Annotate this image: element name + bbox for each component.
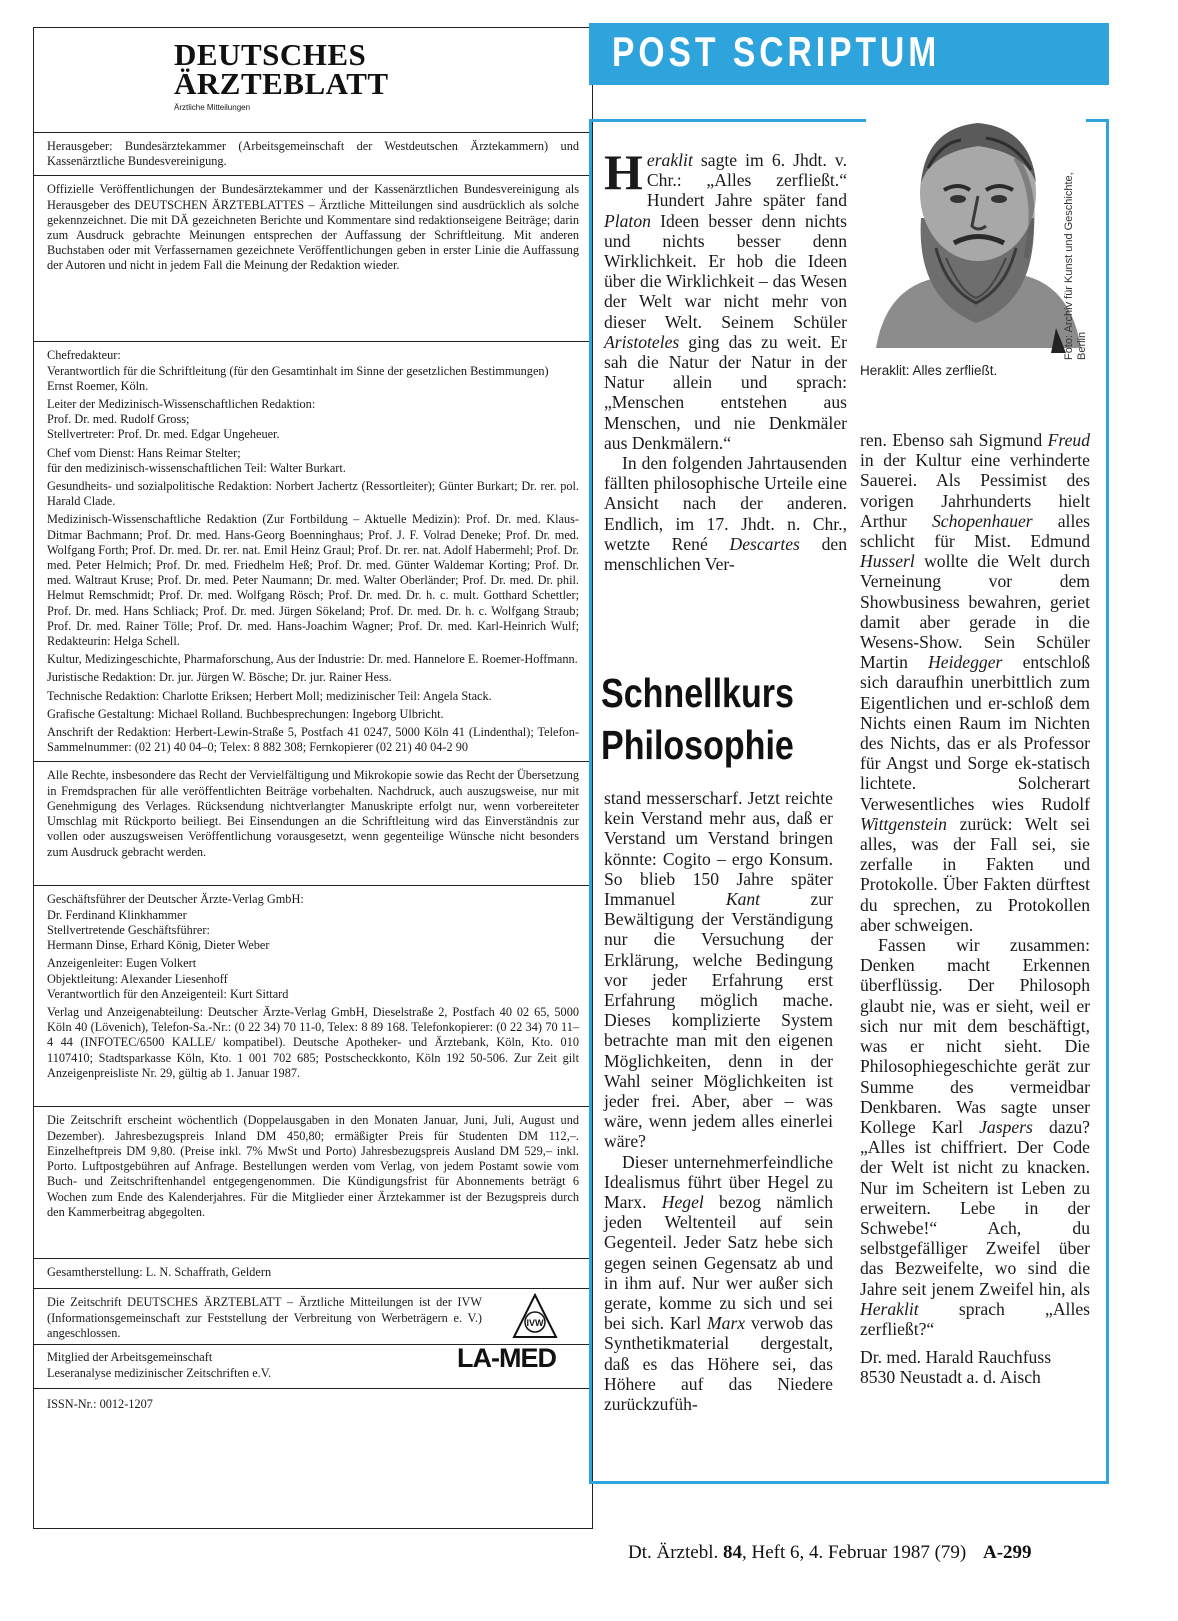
article-paragraph-1 (604, 144, 847, 453)
lamed-line2: Leseranalyse medizinischer Zeitschriften e.V. (47, 1365, 272, 1380)
editor-line: Anschrift der Redaktion: Herbert-Lewin-Straße 5, Postfach 41 0247, 5000 Köln 41 (Lindenthal); Telefon-Sammelnummer: (02 21) 40 04–0; Telex: 8 882 308; Fernkopierer (02 21) 40 04-2 90 (47, 725, 579, 755)
rights-section (34, 762, 592, 886)
headline-line1: Schnellkurs (601, 670, 794, 716)
article-column-2 (860, 430, 1090, 1388)
author-block (860, 1347, 1090, 1387)
editor-line: Technische Redaktion: Charlotte Eriksen; Herbert Moll; medizinischer Teil: Angela Stack. (47, 688, 492, 703)
ivw-section (34, 1289, 592, 1345)
issn-text: ISSN-Nr.: 0012-1207 (47, 1397, 153, 1412)
footer-page-number: A-299 (983, 1542, 1032, 1563)
editor-line: Prof. Dr. med. Rudolf Gross; (47, 412, 190, 427)
post-scriptum-banner (589, 23, 1109, 85)
official-text: Offizielle Veröffentlichungen der Bundesärztekammer und der Kassenärztlichen Bundesvereinigung als Herausgeber des DEUTSCHEN ÄRZTEBLATTES – Ärztliche Mitteilungen sind ausdrücklich als solche gekennzeichnet. Die mit DÄ gezeichneten Berichte und Kommentare sind redaktionseigene Beiträge; darin zum Ausdruck gebrachte Meinungen entsprechen der Auffassung der Schriftleitung. Mit anderen Buchstaben oder mit Verfassernamen gezeichnete Veröffentlichungen geben in erster Linie die Auffassung der Autoren und nicht in jedem Fall die Meinung der Redaktion wieder. (47, 182, 579, 273)
rights-text: Alle Rechte, insbesondere das Recht der Vervielfältigung und Mikrokopie sowie das Recht der Übersetzung in Fremdsprachen für alle veröffentlichten Beiträge vorbehalten. Nachdruck, auch auszugsweise, nur mit Genehmigung des Verlages. Rücksendung nichtverlangter Manuskripte erfolgt nur, wenn vorbereiteter Umschlag mit Rückporto beiliegt. Bei Einsendungen an die Schriftleitung wird das Einverständnis zur vollen oder auszugsweisen Veröffentlichung vorausgesetzt, wenn gegenteilige Wünsche nicht besonders zum Ausdruck gebracht werden. (47, 768, 579, 859)
ivw-text: Die Zeitschrift DEUTSCHES ÄRZTEBLATT – Ärztliche Mitteilungen ist der IVW (Informationsgemeinschaft zur Feststellung der Verbreitung von Werbeträgern e. V.) angeschlossen. (47, 1295, 482, 1340)
masthead-subtitle: Ärztliche Mitteilungen (174, 103, 251, 112)
masthead-title-line1: DEUTSCHES (174, 37, 367, 72)
article-column-1b (604, 788, 833, 1414)
verlag-line: Geschäftsführer der Deutscher Ärzte-Verlag GmbH: (47, 892, 304, 907)
publisher-text: Herausgeber: Bundesärztekammer (Arbeitsgemeinschaft der Westdeutschen Ärztekammern) und Kassenärztliche Bundesvereinigung. (47, 139, 579, 169)
lamed-line1: Mitglied der Arbeitsgemeinschaft (47, 1350, 213, 1365)
editor-line: für den medizinisch-wissenschaftlichen Teil: Walter Burkart. (47, 460, 346, 475)
photo-caption: Heraklit: Alles zerfließt. (860, 363, 998, 378)
editor-line: Verantwortlich für die Schriftleitung (für den Gesamtinhalt im Sinne der gesetzlichen Bestimmungen) (47, 363, 549, 378)
headline-line2: Philosophie (601, 722, 794, 768)
editor-line: Leiter der Medizinisch-Wissenschaftlichen Redaktion: (47, 397, 316, 412)
editors-section (34, 342, 592, 762)
verlag-line: Objektleitung: Alexander Liesenhoff (47, 971, 228, 986)
publisher-management-section (34, 886, 592, 1107)
editor-line: Stellvertreter: Prof. Dr. med. Edgar Ungeheuer. (47, 427, 280, 442)
verlag-line: Hermann Dinse, Erhard König, Dieter Weber (47, 938, 270, 953)
ivw-logo-icon (512, 1293, 558, 1341)
impressum-box (33, 27, 593, 1529)
verlag-line: Verlag und Anzeigenabteilung: Deutscher Ärzte-Verlag GmbH, Dieselstraße 2, Postfach 40 02 65, 5000 Köln 40 (Lövenich), Telefon-Sa.-Nr.: (0 22 34) 70 11-0, Telex: 8 89 168. Telefonkopierer: (0 22 34) 70 11–4 44 (INFOTEC/6500 KALLE/ kompatibel). Deutsche Apotheker- und Ärztebank, Köln, Kto. 010 1107410; Stadtsparkasse Köln, Kto. 1 001 702 685; Postscheckkonto, Köln 192 50-506. Zur Zeit gilt Anzeigenpreisliste Nr. 29, gültig ab 1. Januar 1987. (47, 1004, 579, 1080)
editor-line: Juristische Redaktion: Dr. jur. Jürgen W. Bösche; Dr. jur. Rainer Hess. (47, 670, 392, 685)
price-text: Die Zeitschrift erscheint wöchentlich (Doppelausgaben in den Monaten Januar, Juni, Juli, August und Dezember). Jahresbezugspreis Inland DM 450,80; ermäßigter Preis für Studenten DM 112,–. Einzelheftpreis DM 9,80. (Preise inkl. 7% MwSt und Porto) Jahresbezugspreis Ausland DM 529,– inkl. Porto. Luftpostgebühren auf Anfrage. Bestellungen werden vom Verlag, von jedem Postamt sowie vom Buch- und Zeitschriftenhandel entgegengenommen. Die Kündigungsfrist für Abonnements beträgt 6 Wochen zum Ende des Kalenderjahres. Für die Mitglieder einer Ärztekammer ist der Bezugspreis durch den Kammerbeitrag abgegolten. (47, 1113, 579, 1219)
footer-volume: 84 (722, 1542, 742, 1563)
verlag-line: Stellvertretende Geschäftsführer: (47, 922, 210, 937)
heraclitus-bust-photo (866, 98, 1086, 358)
ivw-logo-text: IVW (526, 1318, 544, 1329)
lamed-logo: LA-MED (457, 1343, 556, 1374)
editor-line: Gesundheits- und sozialpolitische Redaktion: Norbert Jachertz (Ressortleiter); Günter Burkart; Dr. rer. pol. Harald Clade. (47, 479, 579, 509)
lamed-section (34, 1345, 592, 1389)
publisher-section (34, 133, 592, 176)
subscription-section (34, 1107, 592, 1259)
print-text: Gesamtherstellung: L. N. Schaffrath, Geldern (47, 1265, 272, 1280)
editor-line: Chef vom Dienst: Hans Reimar Stelter; (47, 445, 241, 460)
article-paragraph-3: stand messerscharf. Jetzt reichte kein Verstand mehr aus, daß er Verstand um Verstand bringen könnte: Cogito – ergo Konsum. So blieb 150 Jahre später Immanuel Kant zur Bewältigung der Verständigung nur die Versuchung der Erklärung, welche Bedingung vor jeder Erfahrung erst Erfahrung möglich mache. Dieses komplizierte System betrachte man mit den eigenen Möglichkeiten, denn in der Wahl seiner Möglichkeiten ist jeder frei. Aber, aber – was wäre, wenn jedem alles einerlei wäre? (604, 788, 833, 1152)
author-place: 8530 Neustadt a. d. Aisch (860, 1367, 1041, 1388)
photo-credit: Foto: Archiv für Kunst und Geschichte, Berlin (1063, 172, 1088, 360)
masthead (34, 28, 592, 133)
editor-line: Medizinisch-Wissenschaftliche Redaktion (Zur Fortbildung – Aktuelle Medizin): Prof. Dr. med. Klaus-Ditmar Bachmann; Prof. Dr. med. Hans-Georg Boenninghaus; Prof. J. F. Volrad Deneke; Prof. Dr. med. Wolfgang Forth; Prof. Dr. med. Dr. rer. nat. Emil Heinz Graul; Prof. Dr. rer. nat. Adolf Habermehl; Prof. Dr. med. Peter Helmich; Prof. Dr. med. Friedhelm Heß; Prof. Dr. med. Günter Waldemar Korting; Prof. Dr. med. Waltraut Kruse; Prof. Dr. med. Peter Naumann; Dr. med. Walter Oberländer; Prof. Dr. med. Dr. phil. Helmut Remschmidt; Prof. Dr. med. Wolfgang Rösch; Prof. Dr. med. Dr. h. c. mult. Gotthard Schettler; Prof. Dr. med. Hans Schliack; Prof. Dr. med. Jürgen Sökeland; Prof. Dr. med. Dr. h. c. Wolfgang Straub; Prof. Dr. med. Rainer Tölle; Prof. Dr. med. Hans-Joachim Wagner; Prof. Dr. med. Karl-Heinrich Wulf; Redakteurin: Helga Schell. (47, 512, 579, 649)
article-paragraph-4: Dieser unternehmerfeindliche Idealismus führt über Hegel zu Marx. Hegel bezog nämlich jeden Weltenteil auf sein Gegenteil. Jeder Satz hebe sich gegen seinen Gegensatz ab und in ihm auf. Nur wer außer sich gerate, komme zu sich und sei bei sich. Karl Marx verwob das Synthetikmaterial dergestalt, daß es das Höhere sei, das Höhere auf das Niedere zurückzufüh- (604, 1151, 834, 1415)
article-paragraph-6: Fassen wir zusammen: Denken macht Erkennen überflüssig. Der Philosoph glaubt nie, was er sieht, weil er sich nur mit dem beschäftigt, was er nicht sieht. Die Philosophiegeschichte gerät zur Summe des vermeidbar Denkbaren. Was sagte unser Kollege Karl Jaspers dazu? „Alles ist chiffriert. Der Code der Welt ist nicht zu knacken. Nur im Scheitern ist Leben zu erweitern. Lebe in der Schwebe!“ Ach, du selbstgefälliger Zweifel über das Bezweifelte, wo sind die Jahre seit jenem Zweifel hin, als Heraklit sprach „Alles zerfließt?“ (860, 935, 1090, 1339)
article-column-1a (604, 144, 847, 575)
footer-journal: Dt. Ärztebl. (628, 1542, 719, 1563)
article-paragraph-5: ren. Ebenso sah Sigmund Freud in der Kultur eine verhinderte Sauerei. Als Pessimist des vorigen Jahrhunderts hielt Arthur Schopenhauer alles schlicht für Mist. Edmund Husserl wollte die Welt durch Verneinung vor dem Showbusiness bewahren, geriet damit aber gerade in die Wesens-Show. Sein Schüler Martin Heidegger entschloß sich daraufhin unerbittlich zum Eigentlichen und er-schloß dem Nichts einen Raum im Nichten des Nichts, das er als Professor für Angst und Sorge ek-statisch lichtete. Solcherart Verwesentliches wies Rudolf Wittgenstein zurück: Welt sei alles, was der Fall sei, sie zerfalle in Fakten und Protokolle. Über Fakten dürftest du sprechen, zu Protokollen aber schweigen. (860, 430, 1090, 935)
article-headline (601, 667, 809, 771)
footer-issue: , Heft 6, 4. Februar 1987 (79) (741, 1542, 967, 1563)
official-publications-section (34, 176, 592, 342)
drop-cap: H (604, 144, 643, 200)
verlag-line: Dr. Ferdinand Klinkhammer (47, 907, 187, 922)
editor-line: Chefredakteur: (47, 348, 121, 363)
verlag-line: Anzeigenleiter: Eugen Volkert (47, 956, 197, 971)
author-name: Dr. med. Harald Rauchfuss (860, 1347, 1052, 1368)
page-footer (628, 1542, 1032, 1564)
editor-line: Ernst Roemer, Köln. (47, 378, 149, 393)
verlag-line: Verantwortlich für den Anzeigenteil: Kurt Sittard (47, 986, 289, 1001)
issn-section (34, 1389, 592, 1419)
editor-line: Grafische Gestaltung: Michael Rolland. Buchbesprechungen: Ingeborg Ulbricht. (47, 706, 444, 721)
masthead-title-line2: ÄRZTEBLATT (174, 66, 389, 101)
paragraph-1-text: eraklit sagte im 6. Jhdt. v. Chr.: „Alles zerfließt.“ Hundert Jahre später fand Platon Ideen besser denn nichts und nichts besser denn Wirklichkeit. Er hob die Ideen über die Wirklichkeit – das Wesen der Welt war nicht mehr von dieser Welt. Seinem Schüler Aristoteles ging das zu weit. Er sah die Natur der Natur in der Natur allein und sprach: „Menschen entstehen aus Menschen, und nie Denkmäler aus Denkmälern.“ (604, 150, 847, 453)
printing-section (34, 1259, 592, 1289)
editor-line: Kultur, Medizingeschichte, Pharmaforschung, Aus der Industrie: Dr. med. Hannelore E. Roemer-Hoffmann. (47, 652, 578, 667)
article-paragraph-2: In den folgenden Jahrtausenden fällten philosophische Urteile eine Ansicht nach der anderen. Endlich, im 17. Jhdt. n. Chr., wetzte René Descartes den menschlichen Ver- (604, 453, 847, 575)
post-scriptum-title: POST SCRIPTUM (612, 28, 941, 75)
